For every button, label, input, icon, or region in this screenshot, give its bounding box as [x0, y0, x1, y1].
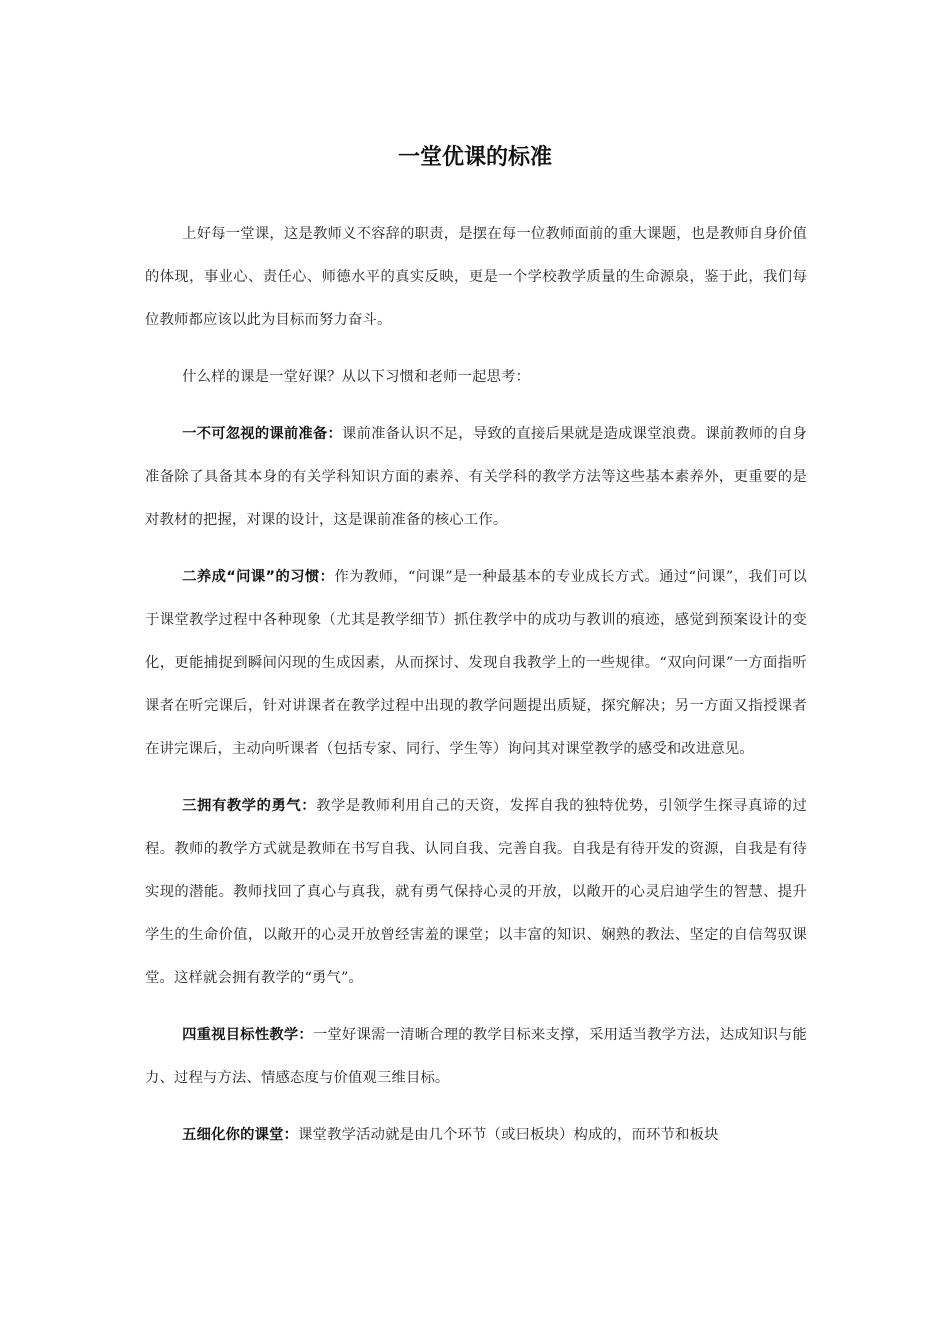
paragraph-text: 教学是教师利用自己的天资，发挥自我的独特优势，引领学生探寻真谛的过程。教师的教学方式就是教师在书写自我、认同自我、完善自我。自我是有待开发的资源，自我是有待实现的潜能。教师找回了真心与真我，就有勇气保持心灵的开放，以敞开的心灵启迪学生的智慧、提升学生的生命价值，以敞开的心灵开放曾经害羞的课堂；以丰富的知识、娴熟的教法、坚定的自信驾驭课堂。这样就会拥有教学的“勇气”。 — [145, 798, 807, 986]
paragraph-point-3 — [145, 785, 807, 1000]
paragraph-question — [145, 356, 807, 399]
paragraph-text: 上好每一堂课，这是教师义不容辞的职责，是摆在每一位教师面前的重大课题，也是教师自身价值的体现，事业心、责任心、师德水平的真实反映，更是一个学校教学质量的生命源泉，鉴于此，我们每位教师都应该以此为目标而努力奋斗。 — [145, 226, 807, 328]
paragraph-lead: 三拥有教学的勇气： — [182, 798, 317, 814]
paragraph-intro — [145, 213, 807, 342]
paragraph-text: 课堂教学活动就是由几个环节（或曰板块）构成的，而环节和板块 — [298, 1127, 719, 1143]
paragraph-lead: 一不可忽视的课前准备： — [182, 426, 343, 442]
paragraph-point-1 — [145, 413, 807, 542]
document-body — [145, 213, 807, 1171]
paragraph-point-4 — [145, 1014, 807, 1100]
paragraph-lead: 五细化你的课堂： — [182, 1127, 299, 1143]
paragraph-text: 什么样的课是一堂好课？从以下习惯和老师一起思考： — [182, 369, 531, 385]
paragraph-lead: 四重视目标性教学： — [182, 1027, 313, 1043]
paragraph-point-5 — [145, 1114, 807, 1157]
paragraph-lead: 二养成“问课”的习惯： — [182, 569, 335, 585]
paragraph-text: 一堂好课需一清晰合理的教学目标来支撑，采用适当教学方法，达成知识与能力、过程与方法、情感态度与价值观三维目标。 — [145, 1027, 808, 1086]
paragraph-text: 作为教师，“问课”是一种最基本的专业成长方式。通过“问课”，我们可以于课堂教学过程中各种现象（尤其是教学细节）抓住教学中的成功与教训的痕迹，感觉到预案设计的变化，更能捕捉到瞬间闪现的生成因素，从而探讨、发现自我教学上的一些规律。“双向问课”一方面指听课者在听完课后，针对讲课者在教学过程中出现的教学问题提出质疑，探究解决；另一方面又指授课者在讲完课后，主动向听课者（包括专家、同行、学生等）询问其对课堂教学的感受和改进意见。 — [145, 569, 807, 757]
document-title: 一堂优课的标准 — [397, 145, 552, 170]
paragraph-text: 课前准备认识不足，导致的直接后果就是造成课堂浪费。课前教师的自身准备除了具备其本身的有关学科知识方面的素养、有关学科的教学方法等这些基本素养外，更重要的是对教材的把握，对课的设计，这是课前准备的核心工作。 — [145, 426, 808, 528]
paragraph-point-2 — [145, 556, 807, 771]
